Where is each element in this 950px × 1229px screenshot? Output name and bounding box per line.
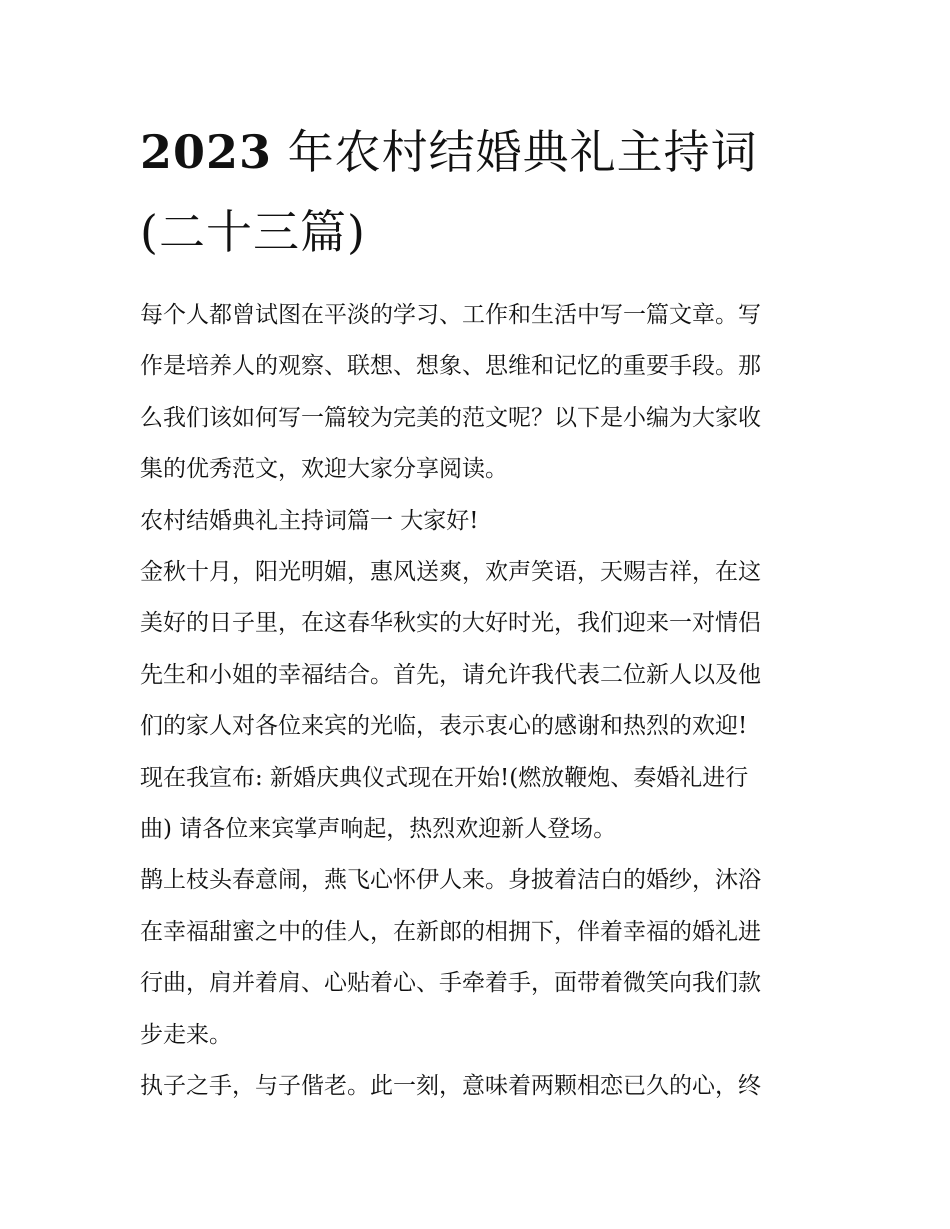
text-line: 作是培养人的观察、联想、想象、思维和记忆的重要手段。那 [140, 353, 761, 380]
document-title [140, 112, 812, 272]
text-line: 行曲，肩并着肩、心贴着心、手牵着手，面带着微笑向我们款 [140, 970, 761, 997]
paragraph-opening [140, 547, 812, 753]
title-text: 年农村结婚典礼主持词 [272, 125, 758, 179]
paragraph-intro [140, 290, 812, 496]
text-line: 农村结婚典礼主持词篇一 大家好! [140, 507, 479, 534]
paragraph-section-heading [140, 496, 812, 547]
paragraph-closing [140, 1061, 812, 1112]
paragraph-announcement [140, 753, 812, 856]
text-line: 现在我宣布: 新婚庆典仪式现在开始!(燃放鞭炮、奏婚礼进行 [140, 764, 749, 791]
title-year: 2023 [140, 125, 273, 179]
text-line: 步走来。 [140, 1021, 232, 1048]
text-line: 们的家人对各位来宾的光临，表示衷心的感谢和热烈的欢迎! [140, 713, 748, 740]
text-line: 先生和小姐的幸福结合。首先，请允许我代表二位新人以及他 [140, 661, 761, 688]
text-line: 在幸福甜蜜之中的佳人，在新郎的相拥下，伴着幸福的婚礼进 [140, 918, 761, 945]
title-line-2: (二十三篇) [140, 205, 366, 259]
text-line: 执子之手，与子偕老。此一刻，意味着两颗相恋已久的心，终 [140, 1073, 761, 1100]
text-line: 么我们该如何写一篇较为完美的范文呢？以下是小编为大家收 [140, 404, 761, 431]
document-content [140, 112, 812, 1113]
text-line: 集的优秀范文，欢迎大家分享阅读。 [140, 456, 508, 483]
text-line: 鹊上枝头春意闹，燕飞心怀伊人来。身披着洁白的婚纱，沐浴 [140, 867, 761, 894]
text-line: 每个人都曾试图在平淡的学习、工作和生活中写一篇文章。写 [140, 302, 761, 328]
document-body [140, 290, 812, 1113]
title-line-1 [140, 112, 812, 192]
text-line: 金秋十月，阳光明媚，惠风送爽，欢声笑语，天赐吉祥，在这 [140, 559, 761, 586]
text-line: 美好的日子里，在这春华秋实的大好时光，我们迎来一对情侣 [140, 610, 761, 637]
text-line: 曲) 请各位来宾掌声响起，热烈欢迎新人登场。 [140, 816, 617, 843]
paragraph-entrance [140, 855, 812, 1061]
